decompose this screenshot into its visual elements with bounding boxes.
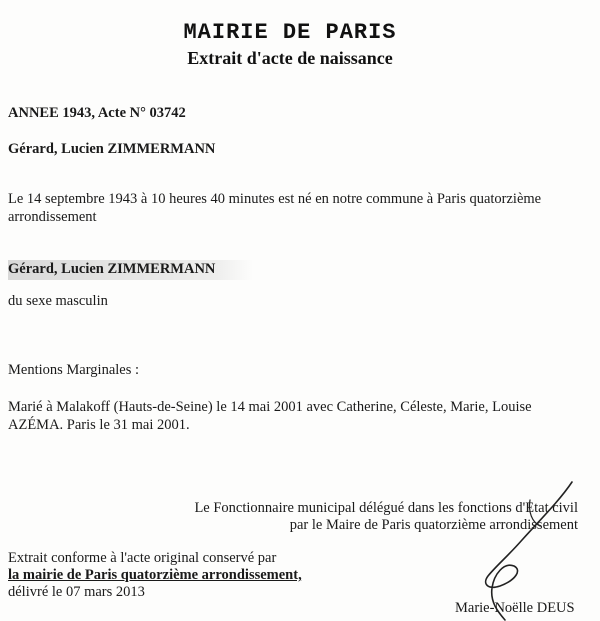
- document-title: MAIRIE DE PARIS: [183, 20, 397, 45]
- extract-statement-line2: la mairie de Paris quatorzième arrondissement,: [8, 567, 302, 583]
- official-title-line2: par le Maire de Paris quatorzième arrondissement: [289, 517, 578, 533]
- sex-statement: du sexe masculin: [8, 293, 108, 309]
- birth-declaration: Le 14 septembre 1943 à 10 heures 40 minutes est né en notre commune à Paris quatorzième arrondissement: [8, 191, 542, 225]
- official-title-line1: Le Fonctionnaire municipal délégué dans les fonctions d'Etat civil: [194, 500, 578, 516]
- extract-statement-line3: délivré le 07 mars 2013: [8, 584, 145, 600]
- mention-marriage: Marié à Malakoff (Hauts-de-Seine) le 14 mai 2001 avec Catherine, Céleste, Marie, Louise AZÉMA. Paris le 31 mai 2001.: [8, 399, 532, 433]
- mentions-label: Mentions Marginales :: [8, 362, 140, 378]
- signer-name: Marie-Noëlle DEUS: [455, 600, 575, 616]
- person-name: Gérard, Lucien ZIMMERMANN: [8, 141, 216, 157]
- extract-statement-line1: Extrait conforme à l'acte original conservé par: [8, 550, 277, 566]
- person-name-highlighted: Gérard, Lucien ZIMMERMANN: [8, 260, 253, 280]
- acte-reference: ANNEE 1943, Acte N° 03742: [8, 105, 186, 121]
- document-subtitle: Extrait d'acte de naissance: [187, 48, 393, 68]
